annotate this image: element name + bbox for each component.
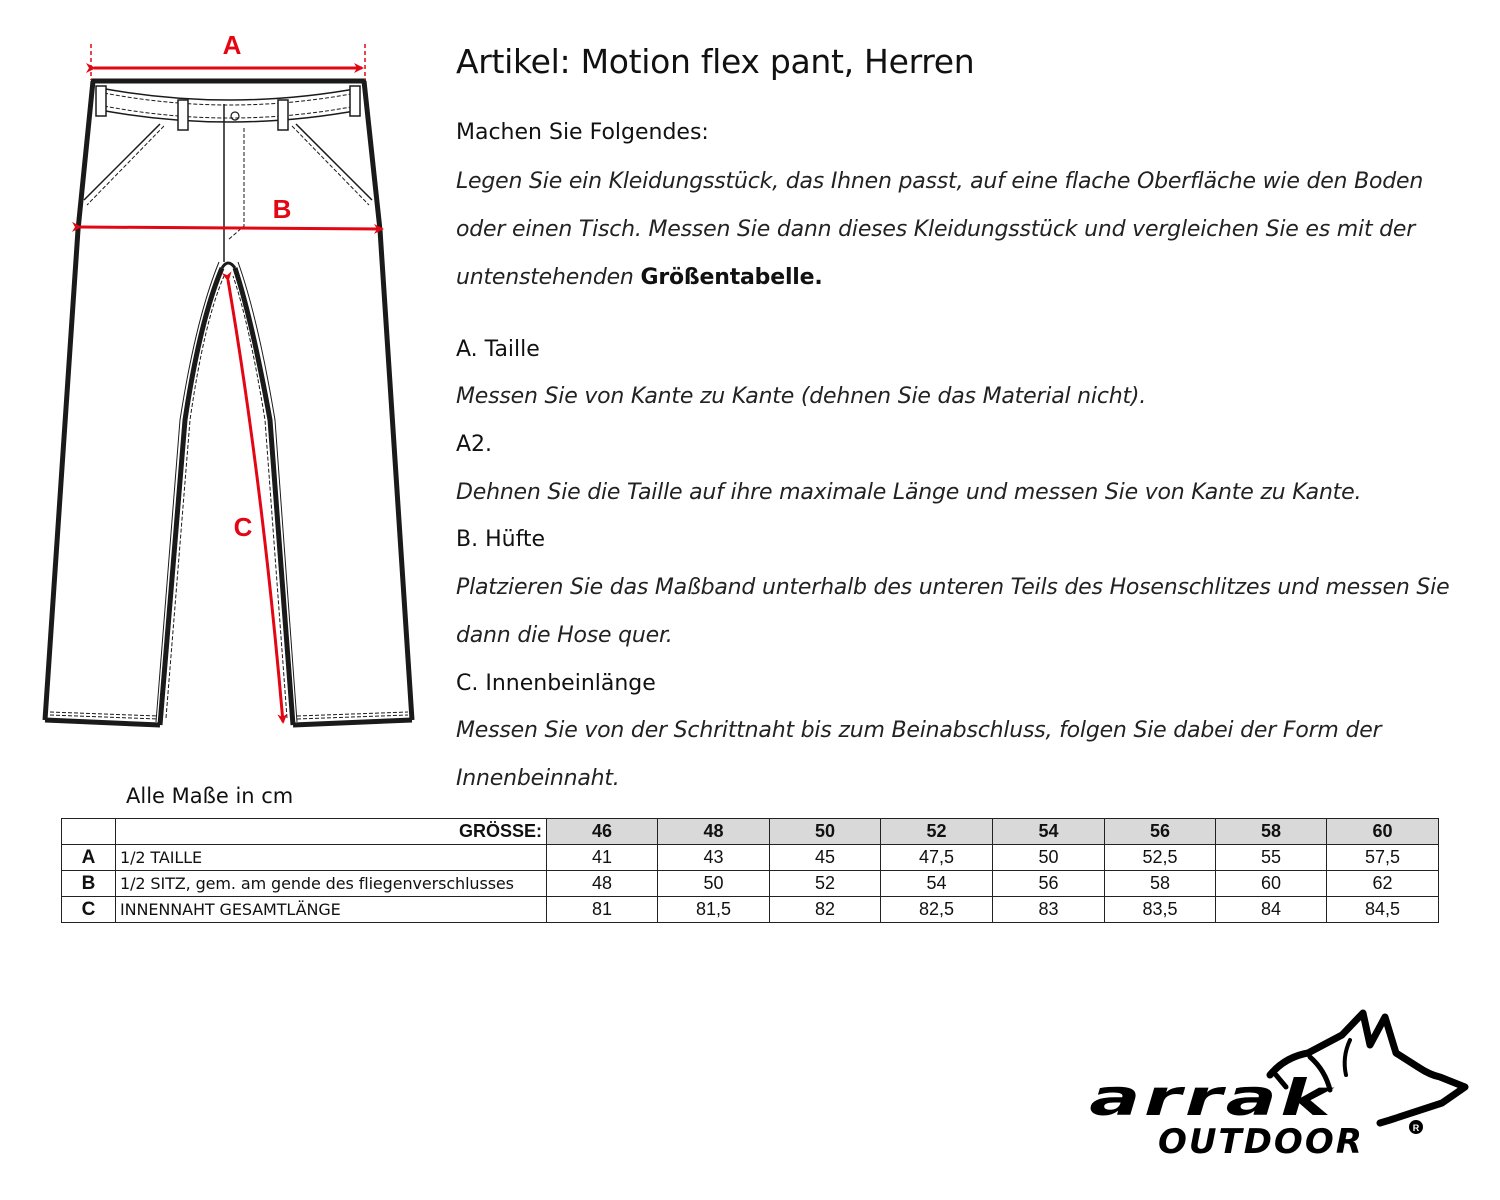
- brand-tagline: OUTDOOR: [1158, 1122, 1364, 1162]
- section-heading-a2: A2.: [456, 432, 493, 457]
- value-cell: 41: [547, 845, 658, 871]
- value-cell: 83,5: [1105, 897, 1216, 923]
- value-cell: 84,5: [1327, 897, 1439, 923]
- row-description: 1/2 TAILLE: [116, 845, 547, 871]
- value-cell: 52: [770, 871, 881, 897]
- pants-outline: [45, 81, 412, 725]
- section-text-a: Messen Sie von Kante zu Kante (dehnen Sie das Material nicht).: [456, 384, 1147, 409]
- page-title: Artikel: Motion flex pant, Herren: [456, 42, 975, 81]
- row-description: 1/2 SITZ, gem. am gende des fliegenverschlusses: [116, 871, 547, 897]
- value-cell: 82: [770, 897, 881, 923]
- value-cell: 54: [881, 871, 993, 897]
- value-cell: 62: [1327, 871, 1439, 897]
- section-text-c-2: Innenbeinnaht.: [456, 766, 620, 791]
- value-cell: 47,5: [881, 845, 993, 871]
- size-table: [61, 818, 1439, 923]
- label-c: C: [233, 512, 253, 542]
- value-cell: 55: [1216, 845, 1327, 871]
- size-50: 50: [770, 819, 881, 845]
- value-cell: 50: [658, 871, 770, 897]
- section-text-c-1: Messen Sie von der Schrittnaht bis zum Beinabschluss, folgen Sie dabei der Form der: [456, 718, 1382, 743]
- value-cell: 84: [1216, 897, 1327, 923]
- value-cell: 83: [993, 897, 1105, 923]
- intro-line-3-prefix: untenstehenden: [456, 265, 641, 290]
- intro-line-2: oder einen Tisch. Messen Sie dann dieses Kleidungsstück und vergleichen Sie es mit der: [456, 217, 1416, 242]
- section-text-b-1: Platzieren Sie das Maßband unterhalb des unteren Teils des Hosenschlitzes und messen Sie: [456, 575, 1450, 600]
- pants-measurement-diagram: [0, 0, 440, 760]
- value-cell: 50: [993, 845, 1105, 871]
- label-b: B: [272, 194, 292, 224]
- size-56: 56: [1105, 819, 1216, 845]
- intro-line-1: Legen Sie ein Kleidungsstück, das Ihnen passt, auf eine flache Oberfläche wie den Boden: [456, 169, 1424, 194]
- value-cell: 58: [1105, 871, 1216, 897]
- section-text-a2: Dehnen Sie die Taille auf ihre maximale Länge und messen Sie von Kante zu Kante.: [456, 480, 1362, 505]
- value-cell: 52,5: [1105, 845, 1216, 871]
- value-cell: 81: [547, 897, 658, 923]
- value-cell: 45: [770, 845, 881, 871]
- size-54: 54: [993, 819, 1105, 845]
- intro-heading: Machen Sie Folgendes:: [456, 120, 709, 145]
- value-cell: 48: [547, 871, 658, 897]
- table-row: [62, 871, 1439, 897]
- header-empty-cell: [62, 819, 116, 845]
- section-heading-b: B. Hüfte: [456, 527, 546, 552]
- brand-name: arrak: [1089, 1070, 1335, 1128]
- registered-mark: R: [1412, 1123, 1420, 1133]
- row-key: A: [62, 845, 116, 871]
- measurement-b: [80, 227, 382, 229]
- size-header-label: GRÖSSE:: [116, 819, 547, 845]
- intro-line-3: [456, 254, 823, 302]
- table-row: [62, 845, 1439, 871]
- size-58: 58: [1216, 819, 1327, 845]
- row-description: INNENNAHT GESAMTLÄNGE: [116, 897, 547, 923]
- value-cell: 43: [658, 845, 770, 871]
- row-key: C: [62, 897, 116, 923]
- section-heading-c: C. Innenbeinlänge: [456, 671, 656, 696]
- size-table-reference: Größentabelle.: [640, 265, 823, 290]
- value-cell: 60: [1216, 871, 1327, 897]
- size-46: 46: [547, 819, 658, 845]
- arrak-outdoor-logo: [1080, 995, 1480, 1165]
- table-header-row: [62, 819, 1439, 845]
- units-note: Alle Maße in cm: [126, 784, 294, 808]
- value-cell: 56: [993, 871, 1105, 897]
- label-a: A: [222, 30, 242, 60]
- size-60: 60: [1327, 819, 1439, 845]
- row-key: B: [62, 871, 116, 897]
- value-cell: 81,5: [658, 897, 770, 923]
- section-text-b-2: dann die Hose quer.: [456, 623, 673, 648]
- value-cell: 82,5: [881, 897, 993, 923]
- table-row: [62, 897, 1439, 923]
- section-heading-a: A. Taille: [456, 337, 540, 362]
- size-48: 48: [658, 819, 770, 845]
- value-cell: 57,5: [1327, 845, 1439, 871]
- size-52: 52: [881, 819, 993, 845]
